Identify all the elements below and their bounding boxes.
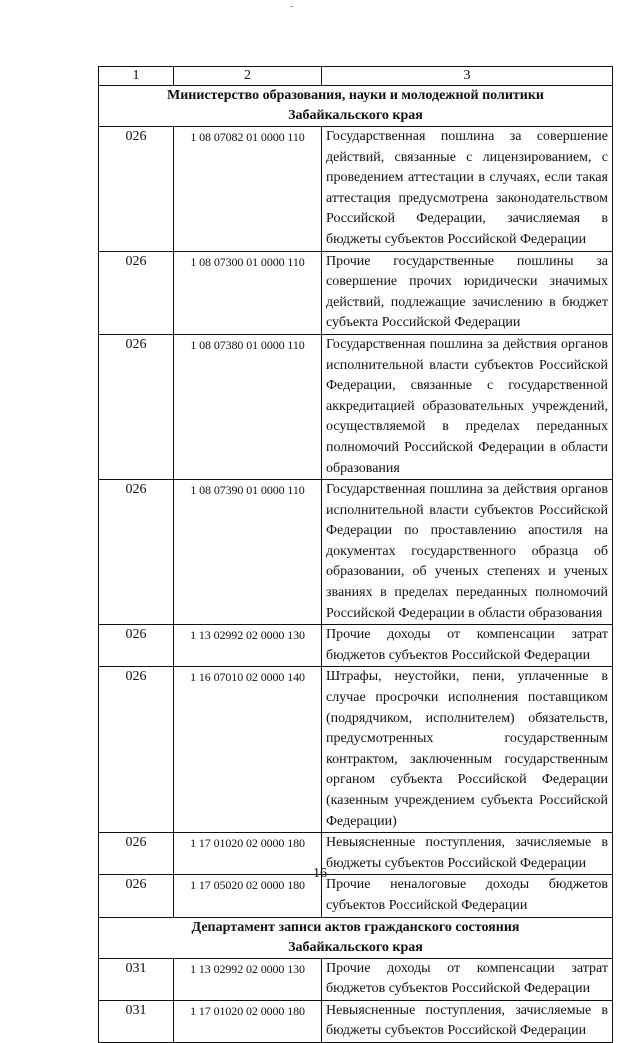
section-header-row [99,86,613,127]
column-number-2: 2 [174,67,322,86]
revenue-description-cell: Государственная пошлина за действия органов исполнительной власти субъектов Российской Федерации по проставлению апостиля на документах государственного образца об образовании, об ученых степенях и ученых званиях в пределах переданных полномочий Российской Федерации в области образования [322,480,613,625]
column-number-3: 3 [322,67,613,86]
table-row [99,251,613,334]
section-title [99,86,613,127]
revenue-description-cell: Невыясненные поступления, зачисляемые в бюджеты субъектов Российской Федерации [322,1000,613,1042]
revenue-description-cell: Прочие неналоговые доходы бюджетов субъектов Российской Федерации [322,875,613,917]
revenue-description-cell: Невыясненные поступления, зачисляемые в бюджеты субъектов Российской Федерации [322,833,613,875]
budget-code-cell: 1 13 02992 02 0000 130 [174,958,322,1000]
table-row [99,958,613,1000]
scan-speck [290,6,293,7]
budget-code-cell: 1 08 07380 01 0000 110 [174,334,322,479]
section-title-line: Забайкальского края [288,108,423,123]
budget-code-cell: 1 16 07010 02 0000 140 [174,667,322,833]
budget-code-cell: 1 13 02992 02 0000 130 [174,625,322,667]
revenue-description-cell: Прочие доходы от компенсации затрат бюджетов субъектов Российской Федерации [322,958,613,1000]
admin-code-cell: 026 [99,480,174,625]
admin-code-cell: 026 [99,667,174,833]
page-number: 16 [313,866,327,881]
table-row [99,480,613,625]
section-title-line: Министерство образования, науки и молодежной политики [167,88,544,103]
budget-code-cell: 1 17 01020 02 0000 180 [174,1000,322,1042]
revenue-description-cell: Прочие государственные пошлины за совершение прочих юридически значимых действий, подлежащие зачислению в бюджет субъекта Российской Федерации [322,251,613,334]
revenue-description-cell: Государственная пошлина за действия органов исполнительной власти субъектов Российской Федерации, связанные с государственной аккредитацией образовательных учреждений, осуществляемой в пределах переданных полномочий Российской Федерации в области образования [322,334,613,479]
admin-code-cell: 026 [99,127,174,252]
revenue-codes-table [98,66,613,1043]
admin-code-cell: 026 [99,334,174,479]
admin-code-cell: 026 [99,875,174,917]
column-number-1: 1 [99,67,174,86]
table-row [99,127,613,252]
revenue-description-cell: Штрафы, неустойки, пени, уплаченные в случае просрочки исполнения поставщиком (подрядчиком, исполнителем) обязательств, предусмотренных государственным контрактом, заключенным государственным органом субъекта Российской Федерации (казенным учреждением субъекта Российской Федерации) [322,667,613,833]
section-header-row [99,917,613,958]
table-row [99,625,613,667]
budget-code-cell: 1 08 07390 01 0000 110 [174,480,322,625]
admin-code-cell: 026 [99,625,174,667]
revenue-description-cell: Прочие доходы от компенсации затрат бюджетов субъектов Российской Федерации [322,625,613,667]
admin-code-cell: 026 [99,251,174,334]
admin-code-cell: 031 [99,958,174,1000]
section-title [99,917,613,958]
revenue-description-cell: Государственная пошлина за совершение действий, связанные с лицензированием, с проведением аттестации в случаях, если такая аттестация предусмотрена законодательством Российской Федерации, зачисляемая в бюджеты субъектов Российской Федерации [322,127,613,252]
admin-code-cell: 031 [99,1000,174,1042]
admin-code-cell: 026 [99,833,174,875]
budget-code-cell: 1 17 01020 02 0000 180 [174,833,322,875]
budget-code-cell: 1 08 07082 01 0000 110 [174,127,322,252]
section-title-line: Забайкальского края [288,939,423,955]
budget-code-cell: 1 17 05020 02 0000 180 [174,875,322,917]
table-row [99,334,613,479]
table-row [99,667,613,833]
column-number-row [99,67,613,86]
section-title-line: Департамент записи актов гражданского состояния [191,919,520,935]
table-row [99,1000,613,1042]
budget-code-cell: 1 08 07300 01 0000 110 [174,251,322,334]
